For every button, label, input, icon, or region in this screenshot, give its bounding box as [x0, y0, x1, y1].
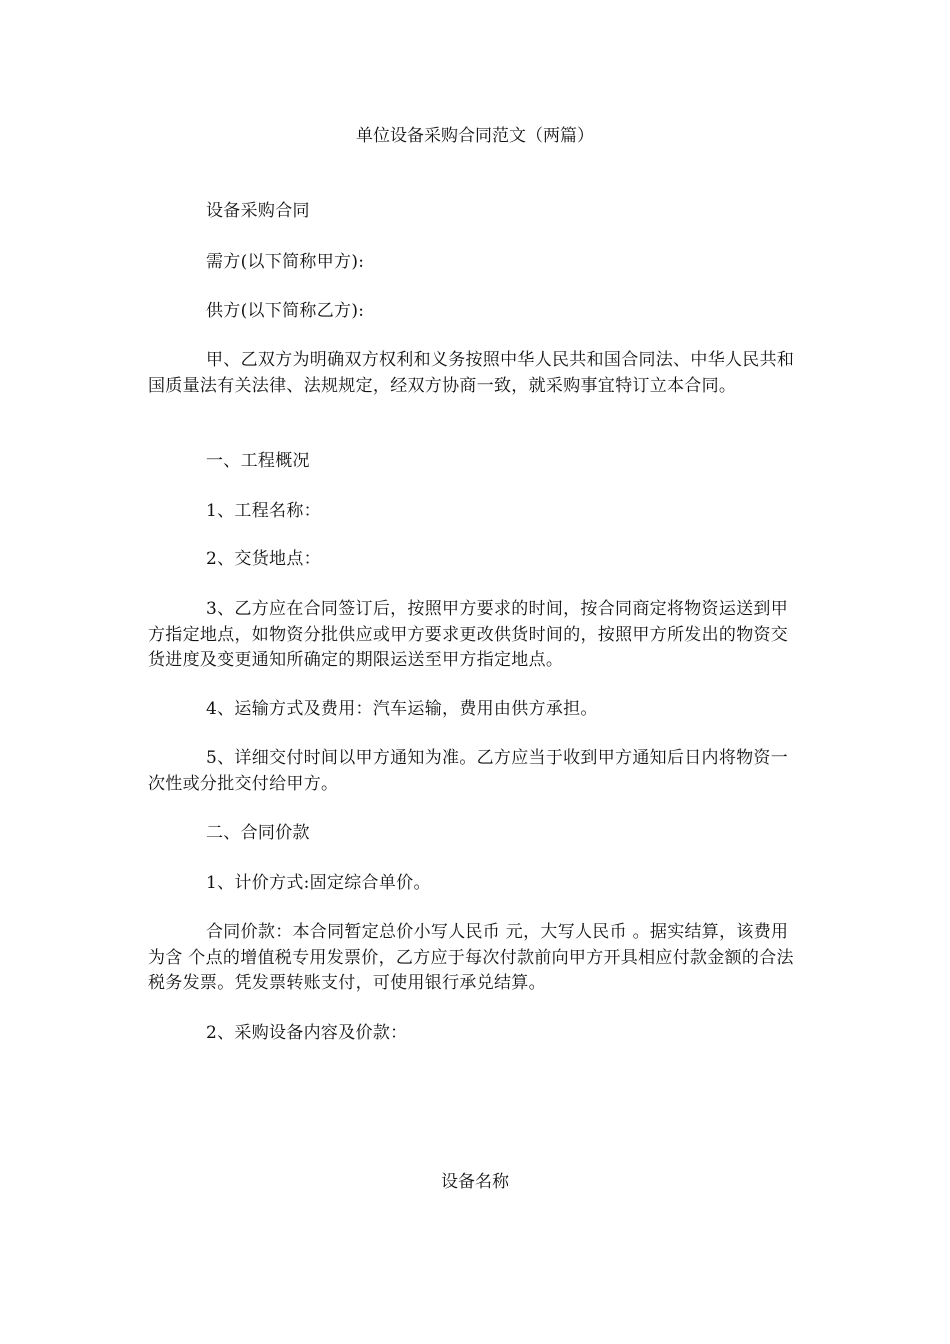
buyer-line: 需方(以下简称甲方):: [206, 252, 365, 272]
section-heading-project: 一、工程概况: [206, 451, 310, 471]
document-title: 单位设备采购合同范文（两篇）: [356, 126, 594, 146]
equipment-content-line: 2、采购设备内容及价款：: [206, 1023, 408, 1043]
delivery-location-line: 2、交货地点：: [206, 549, 321, 569]
supplier-line: 供方(以下简称乙方):: [206, 301, 365, 321]
pricing-method-line: 1、计价方式:固定综合单价。: [206, 873, 431, 893]
transport-line: 4、运输方式及费用：汽车运输，费用由供方承担。: [206, 699, 598, 719]
contract-heading: 设备采购合同: [206, 201, 310, 221]
table-header-equipment-name: 设备名称: [441, 1172, 509, 1192]
preamble-paragraph: 甲、乙双方为明确双方权利和义务按照中华人民共和国合同法、中华人民共和国质量法有关法律、法规规定，经双方协商一致，就采购事宜特订立本合同。: [148, 350, 795, 396]
section-heading-price: 二、合同价款: [206, 823, 310, 843]
project-name-line: 1、工程名称：: [206, 501, 321, 521]
delivery-terms-paragraph: 3、乙方应在合同签订后，按照甲方要求的时间，按合同商定将物资运送到甲方指定地点，如物资分批供应或甲方要求更改供货时间的，按照甲方所发出的物资交货进度及变更通知所确定的期限运送至甲方指定地点。: [148, 599, 789, 670]
delivery-time-paragraph: 5、详细交付时间以甲方通知为准。乙方应当于收到甲方通知后日内将物资一次性或分批交付给甲方。: [148, 748, 789, 794]
contract-price-paragraph: 合同价款：本合同暂定总价小写人民币 元，大写人民币 。据实结算，该费用为含 个点的增值税专用发票价，乙方应于每次付款前向甲方开具相应付款金额的合法税务发票。凭发票转账支付，可使用银行承兑结算。: [148, 922, 794, 993]
